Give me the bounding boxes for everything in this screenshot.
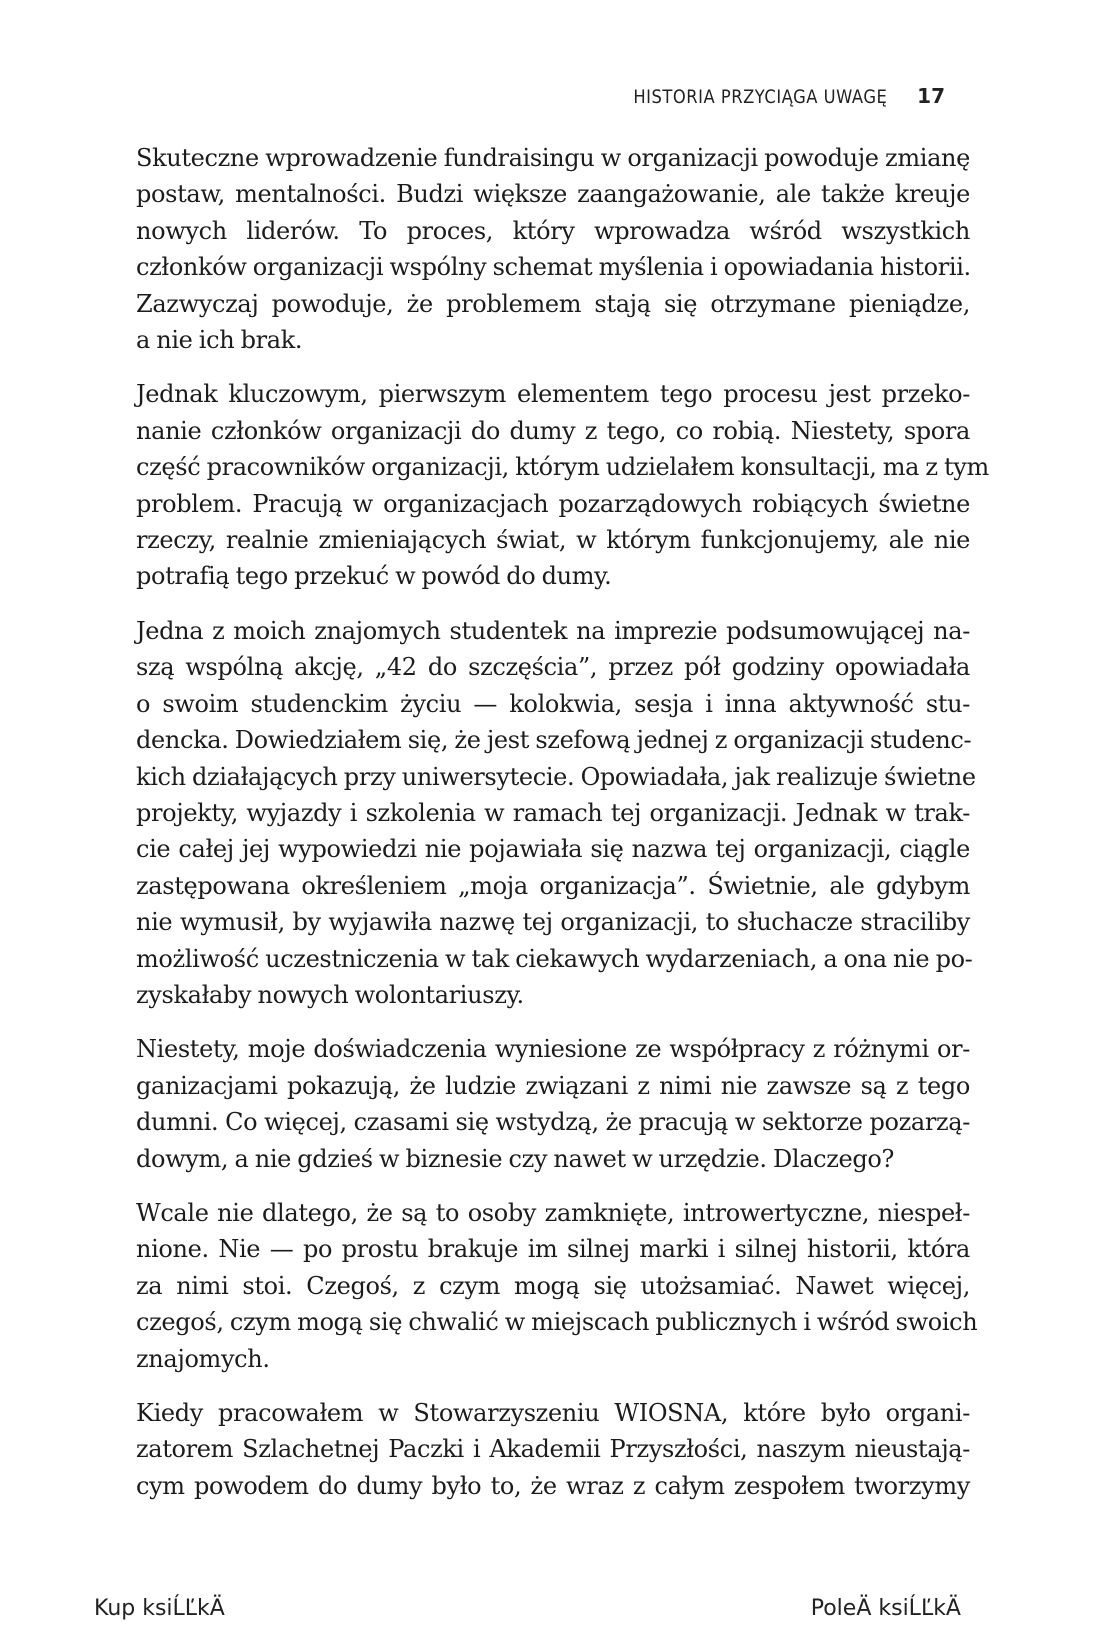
text-line: rzeczy, realnie zmieniających świat, w którym funkcjonujemy, ale nie <box>136 526 970 555</box>
text-line: o swoim studenckim życiu — kolokwia, sesja i inna aktywność stu- <box>136 689 970 718</box>
text-line: cie całej jej wypowiedzi nie pojawiała się nazwa tej organizacji, ciągle <box>136 835 970 864</box>
text-line: Skuteczne wprowadzenie fundraisingu w organizacji powoduje zmianę <box>136 144 970 172</box>
text-line: Jedna z moich znajomych studentek na imprezie podsumowującej na- <box>136 616 970 645</box>
text-line: czegoś, czym mogą się chwalić w miejscach publicznych i wśród swoich <box>136 1308 978 1337</box>
text-line: część pracowników organizacji, którym udzielałem konsultacji, ma z tym <box>136 453 989 482</box>
paragraph <box>136 140 970 358</box>
text-line: projekty, wyjazdy i szkolenia w ramach tej organizacji. Jednak w trak- <box>136 798 970 827</box>
text-line: Jednak kluczowym, pierwszym elementem tego procesu jest przeko- <box>136 380 970 409</box>
text-line: szą wspólną akcję, „42 do szczęścia”, przez pół godziny opowiadała <box>136 653 970 682</box>
buy-book-link[interactable]: Kup ksiĹĽkÄ <box>94 1596 225 1621</box>
body-text <box>136 140 989 1522</box>
text-line: zyskałaby nowych wolontariuszy. <box>136 980 524 1009</box>
footer-left <box>94 1596 225 1621</box>
page-number: 17 <box>917 84 945 108</box>
text-line: Wcale nie dlatego, że są to osoby zamknięte, introwertyczne, niespeł- <box>136 1198 970 1227</box>
text-line: problem. Pracują w organizacjach pozarządowych robiących świetne <box>136 489 970 518</box>
paragraph <box>136 1395 970 1504</box>
paragraph <box>136 613 976 1013</box>
text-line: nie wymusił, by wyjawiła nazwę tej organizacji, to słuchacze straciliby <box>136 908 970 937</box>
paragraph <box>136 1031 970 1177</box>
text-line: zatorem Szlachetnej Paczki i Akademii Przyszłości, naszym nieustają- <box>136 1435 970 1464</box>
text-line: Kiedy pracowałem w Stowarzyszeniu WIOSNA, które było organi- <box>136 1399 970 1427</box>
text-line: za nimi stoi. Czegoś, z czym mogą się utożsamiać. Nawet więcej, <box>136 1271 970 1300</box>
text-line: postaw, mentalności. Budzi większe zaangażowanie, ale także kreuje <box>136 180 970 209</box>
text-line: członków organizacji wspólny schemat myślenia i opowiadania historii. <box>136 253 971 282</box>
recommend-book-link[interactable]: PoleÄ ksiĹĽkÄ <box>810 1596 961 1621</box>
paragraph <box>136 376 989 594</box>
text-line: dencka. Dowiedziałem się, że jest szefową jednej z organizacji studenc- <box>136 726 972 755</box>
running-title: HISTORIA PRZYCIĄGA UWAGĘ <box>633 86 888 108</box>
text-line: cym powodem do dumy było to, że wraz z całym zespołem tworzymy <box>136 1471 970 1500</box>
paragraph <box>136 1195 978 1377</box>
text-line: dowym, a nie gdzieś w biznesie czy nawet w urzędzie. Dlaczego? <box>136 1144 895 1173</box>
text-line: nowych liderów. To proces, który wprowadza wśród wszystkich <box>136 216 970 245</box>
text-line: a nie ich brak. <box>136 326 303 355</box>
footer-right <box>811 1596 961 1621</box>
text-line: nione. Nie — po prostu brakuje im silnej marki i silnej historii, która <box>136 1235 970 1264</box>
text-line: dumni. Co więcej, czasami się wstydzą, że pracują w sektorze pozarzą- <box>136 1108 970 1137</box>
text-line: potrafią tego przekuć w powód do dumy. <box>136 562 612 591</box>
text-line: Niestety, moje doświadczenia wyniesione ze współpracy z różnymi or- <box>136 1035 970 1064</box>
text-line: ganizacjami pokazują, że ludzie związani z nimi nie zawsze są z tego <box>136 1071 970 1100</box>
running-head <box>592 84 945 108</box>
text-line: kich działających przy uniwersytecie. Opowiadała, jak realizuje świetne <box>136 762 976 791</box>
text-line: możliwość uczestniczenia w tak ciekawych wydarzeniach, a ona nie po- <box>136 944 973 973</box>
text-line: Zazwyczaj powoduje, że problemem stają się otrzymane pieniądze, <box>136 289 970 318</box>
text-line: nanie członków organizacji do dumy z tego, co robią. Niestety, spora <box>136 416 970 445</box>
text-line: zastępowana określeniem „moja organizacja”. Świetnie, ale gdybym <box>136 871 970 900</box>
text-line: znajomych. <box>136 1344 270 1373</box>
